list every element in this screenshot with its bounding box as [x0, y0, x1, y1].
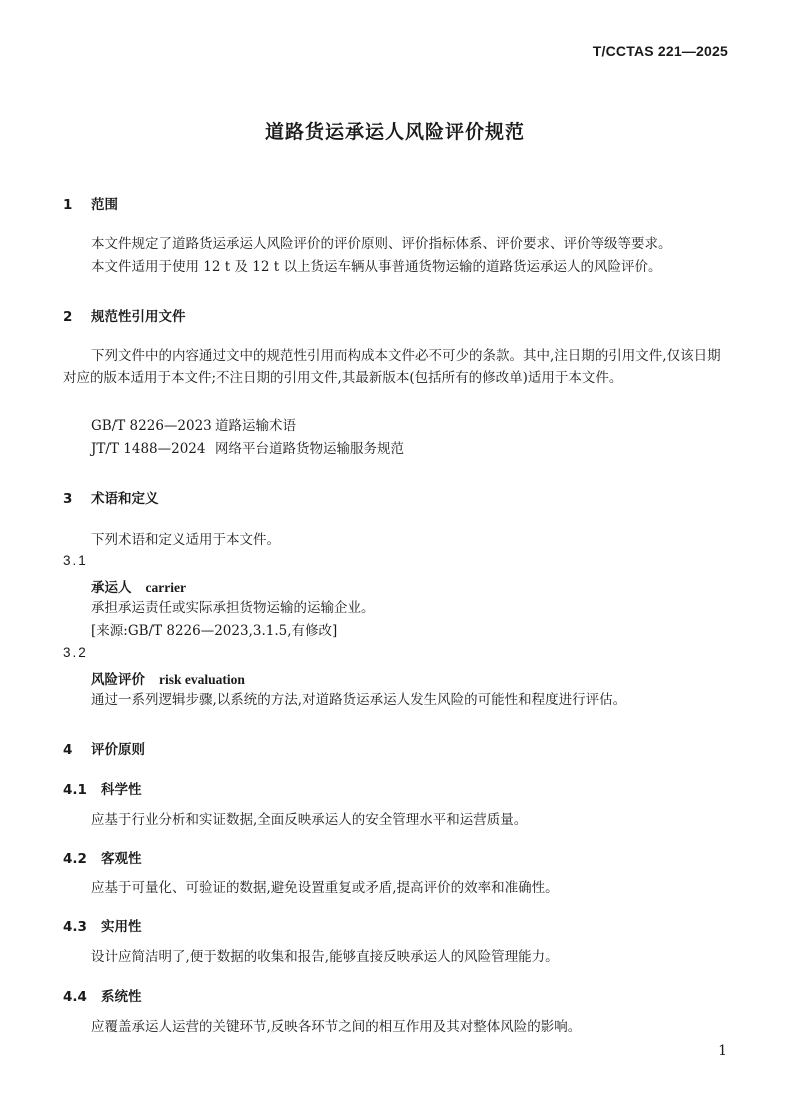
clause-number: 4.2: [63, 851, 87, 867]
term-3-1-number: 3.1: [63, 553, 88, 568]
term-3-1-source: [来源:GB/T 8226—2023,3.1.5,有修改]: [91, 623, 338, 639]
term-3-2-definition: 通过一系列逻辑步骤,以系统的方法,对道路货运承运人发生风险的可能性和程度进行评估。: [91, 692, 627, 708]
reference-code: JT/T 1488—2024: [91, 441, 206, 457]
section-3-paragraph-1: 下列术语和定义适用于本文件。: [91, 532, 280, 548]
section-2-heading: [63, 305, 186, 325]
clause-title: 科学性: [101, 782, 142, 798]
section-number: 4: [63, 742, 73, 758]
section-4-heading: [63, 738, 145, 758]
section-1-heading: [63, 193, 118, 213]
section-title: 评价原则: [91, 742, 145, 758]
clause-4-2-heading: [63, 847, 142, 867]
clause-4-1-heading: [63, 778, 142, 798]
section-3-heading: [63, 487, 159, 507]
term-3-1-heading: [91, 576, 186, 596]
clause-4-3-text: 设计应简洁明了,便于数据的收集和报告,能够直接反映承运人的风险管理能力。: [91, 949, 559, 965]
section-1-paragraph-2: 本文件适用于使用 12 t 及 12 t 以上货运车辆从事普通货物运输的道路货运承运人的风险评价。: [91, 259, 662, 275]
section-title: 范围: [91, 197, 118, 213]
clause-4-4-text: 应覆盖承运人运营的关键环节,反映各环节之间的相互作用及其对整体风险的影响。: [91, 1019, 582, 1035]
clause-number: 4.3: [63, 919, 87, 935]
document-code: T/CCTAS 221—2025: [592, 43, 728, 59]
term-3-1-definition: 承担承运责任或实际承担货物运输的运输企业。: [91, 600, 375, 616]
section-1-paragraph-1: 本文件规定了道路货运承运人风险评价的评价原则、评价指标体系、评价要求、评价等级等要求。: [91, 236, 672, 252]
clause-title: 实用性: [101, 919, 142, 935]
clause-number: 4.1: [63, 782, 87, 798]
term-3-2-number: 3.2: [63, 645, 88, 660]
section-number: 1: [63, 197, 73, 213]
clause-title: 客观性: [101, 851, 142, 867]
term-3-2-heading: [91, 668, 245, 688]
page-number: 1: [718, 1043, 727, 1059]
clause-title: 系统性: [101, 989, 142, 1005]
term-chinese: 风险评价: [91, 672, 145, 688]
reference-code: GB/T 8226—2023: [91, 418, 212, 434]
clause-4-1-text: 应基于行业分析和实证数据,全面反映承运人的安全管理水平和运营质量。: [91, 812, 528, 828]
reference-name: 道路运输术语: [215, 418, 296, 434]
clause-4-2-text: 应基于可量化、可验证的数据,避免设置重复或矛盾,提高评价的效率和准确性。: [91, 880, 559, 896]
clause-4-3-heading: [63, 915, 142, 935]
term-chinese: 承运人: [91, 580, 132, 596]
term-english: carrier: [145, 580, 186, 595]
section-title: 规范性引用文件: [91, 309, 186, 325]
clause-number: 4.4: [63, 989, 87, 1005]
section-2-paragraph-1: 下列文件中的内容通过文中的规范性引用而构成本文件必不可少的条款。其中,注日期的引用文件,仅该日期对应的版本适用于本文件;不注日期的引用文件,其最新版本(包括所有的修改单)适用于本文件。: [63, 348, 721, 386]
document-title: 道路货运承运人风险评价规范: [264, 121, 525, 143]
section-title: 术语和定义: [91, 491, 159, 507]
normative-reference-1: [91, 415, 730, 437]
section-number: 2: [63, 309, 73, 325]
reference-name: 网络平台道路货物运输服务规范: [215, 441, 404, 457]
section-number: 3: [63, 491, 73, 507]
term-english: risk evaluation: [159, 672, 245, 687]
clause-4-4-heading: [63, 985, 142, 1005]
normative-reference-2: [91, 438, 730, 460]
